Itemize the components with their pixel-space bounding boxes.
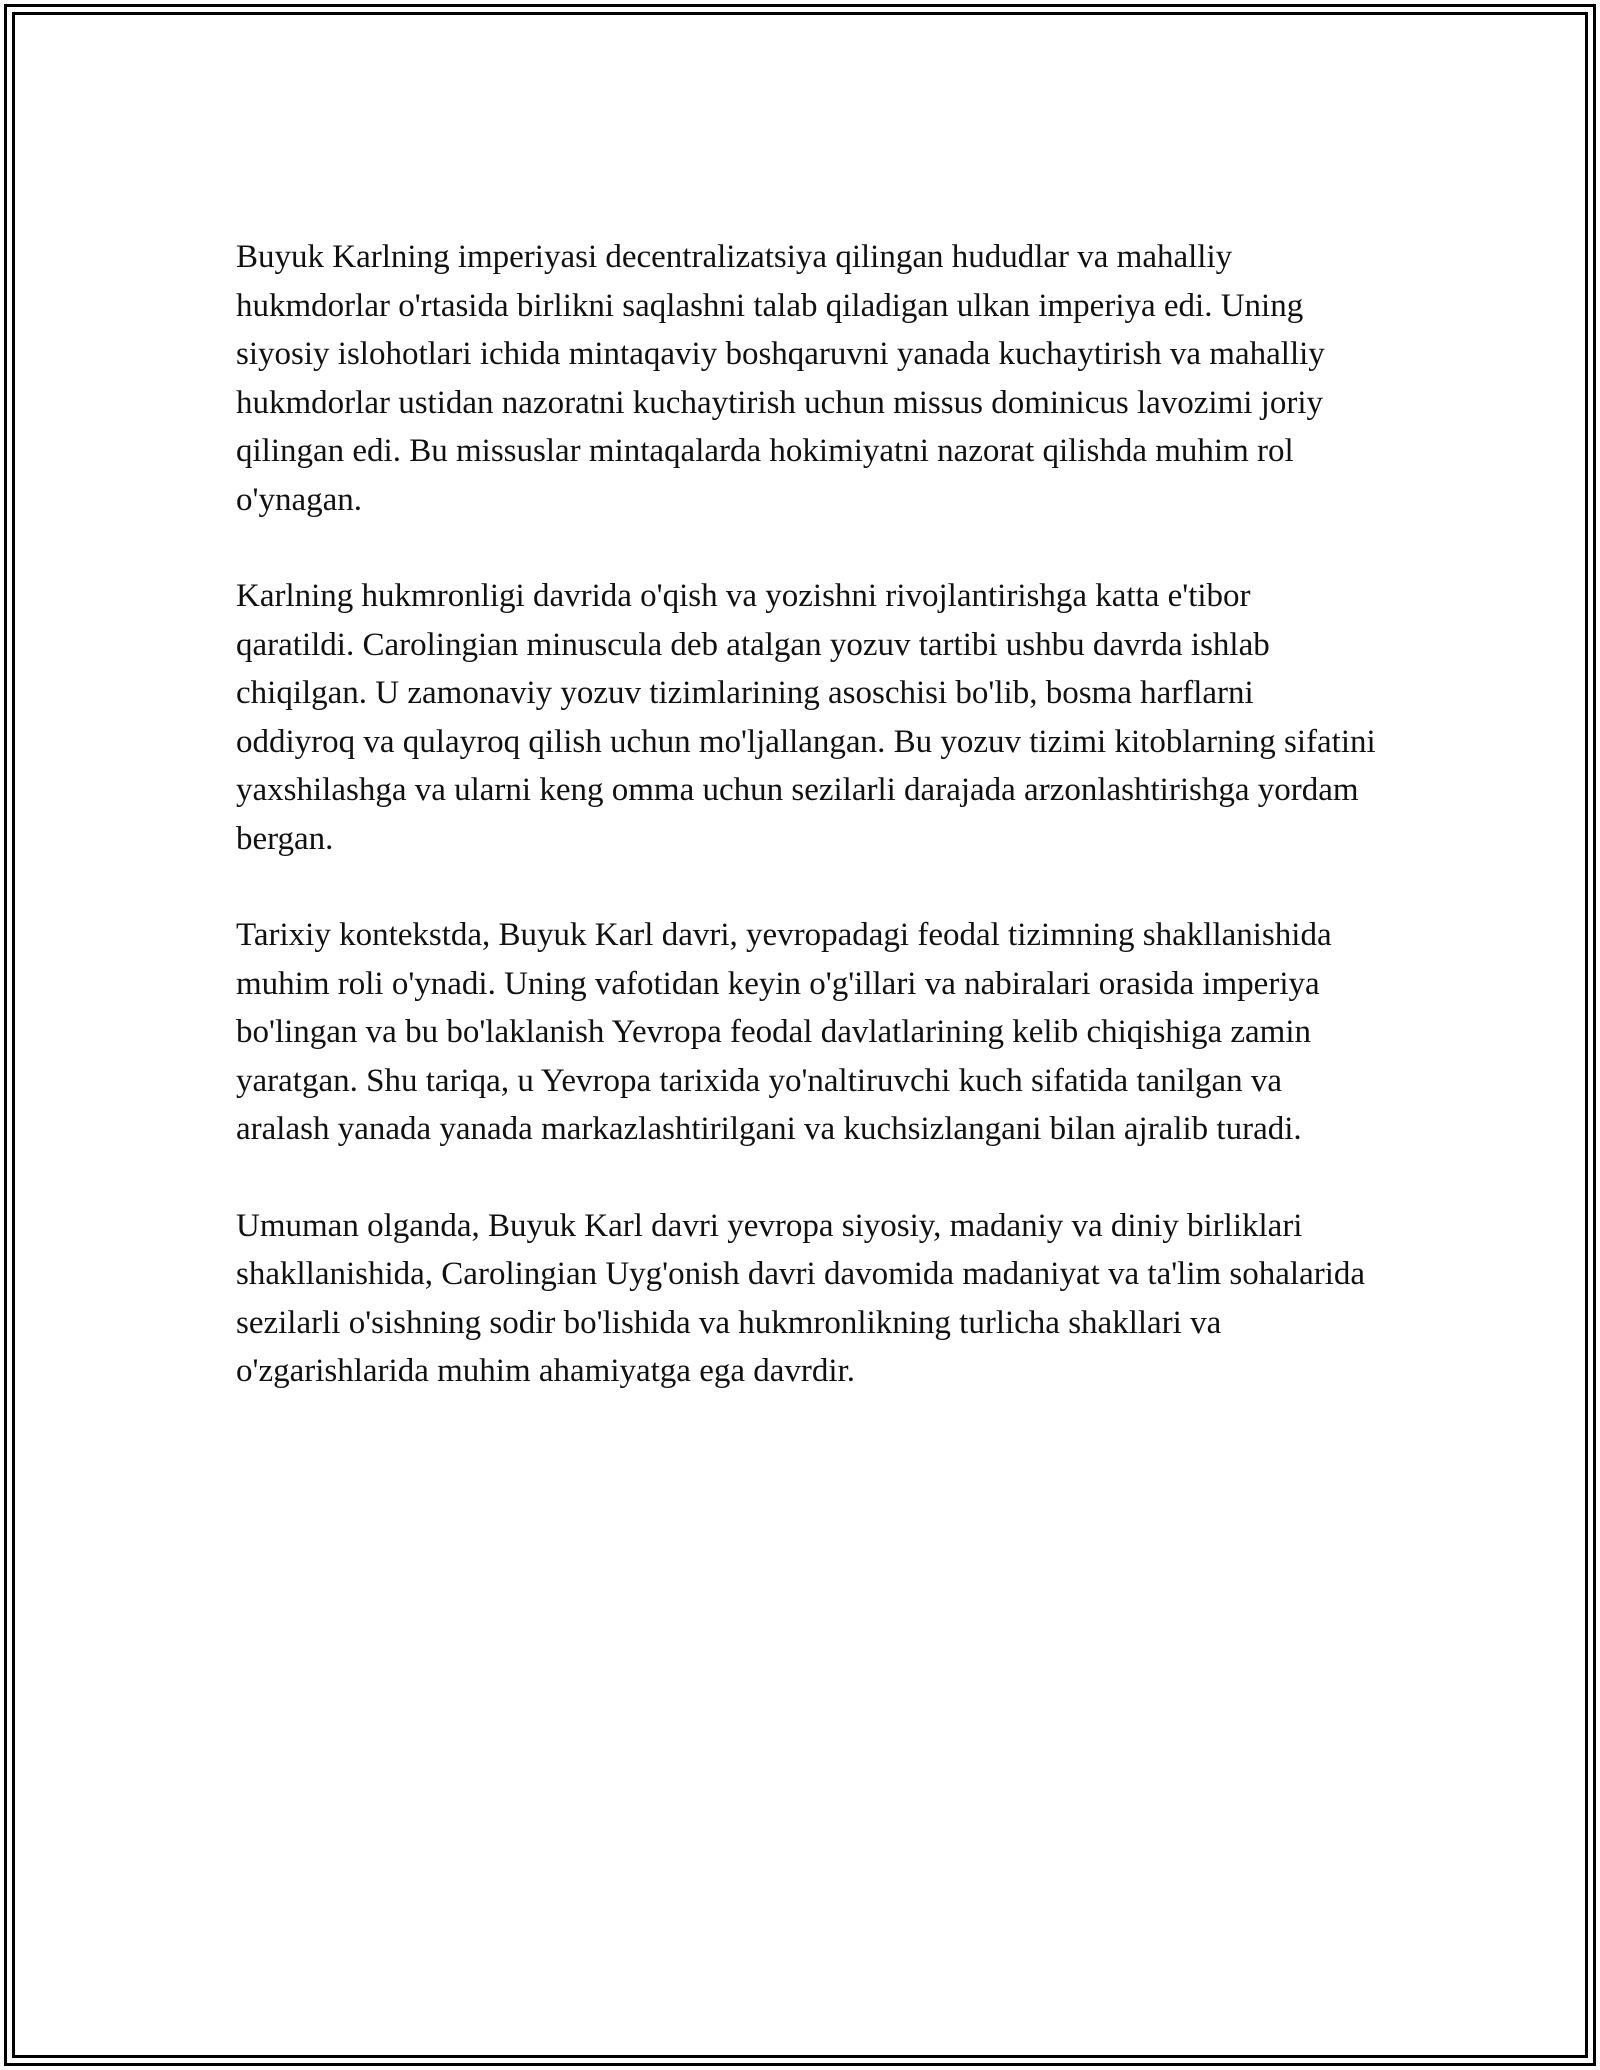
paragraph-4: Umuman olganda, Buyuk Karl davri yevropa siyosiy, madaniy va diniy birliklari shakllanishida, Carolingian Uyg'onish davri davomida madaniyat va ta'lim sohalarida sezilarli o'sishning sodir bo'lishida va hukmronlikning turlicha shakllari va o'zgarishlarida muhim ahamiyatga ega davrdir.: [236, 1207, 1366, 1389]
paragraph-3: Tarixiy kontekstda, Buyuk Karl davri, yevropadagi feodal tizimning shakllanishida muhim roli o'ynadi. Uning vafotidan keyin o'g'illari va nabiralari orasida imperiya bo'lingan va bu bo'laklanish Yevropa feodal davlatlarining kelib chiqishiga zamin yaratgan. Shu tariqa, u Yevropa tarixida yo'naltiruvchi kuch sifatida tanilgan va aralash yanada yanada markazlashtirilgani va kuchsizlangani bilan ajralib turadi.: [236, 917, 1332, 1147]
paragraph-2: Karlning hukmronligi davrida o'qish va yozishni rivojlantirishga katta e'tibor qaratildi. Carolingian minuscula deb atalgan yozuv tartibi ushbu davrda ishlab chiqilgan. U zamonaviy yozuv tizimlarining asoschisi bo'lib, bosma harflarni oddiyroq va qulayroq qilish uchun mo'ljallangan. Bu yozuv tizimi kitoblarning sifatini yaxshilashga va ularni keng omma uchun sezilarli darajada arzonlashtirishga yordam bergan.: [236, 578, 1376, 857]
paragraph-1: Buyuk Karlning imperiyasi decentralizatsiya qilingan hududlar va mahalliy hukmdorlar o'rtasida birlikni saqlashni talab qiladigan ulkan imperiya edi. Uning siyosiy islohotlari ichida mintaqaviy boshqaruvni yanada kuchaytirish va mahalliy hukmdorlar ustidan nazoratni kuchaytirish uchun missus dominicus lavozimi joriy qilingan edi. Bu missuslar mintaqalarda hokimiyatni nazorat qilishda muhim rol o'ynagan.: [236, 239, 1325, 518]
document-body: [236, 233, 1376, 1444]
